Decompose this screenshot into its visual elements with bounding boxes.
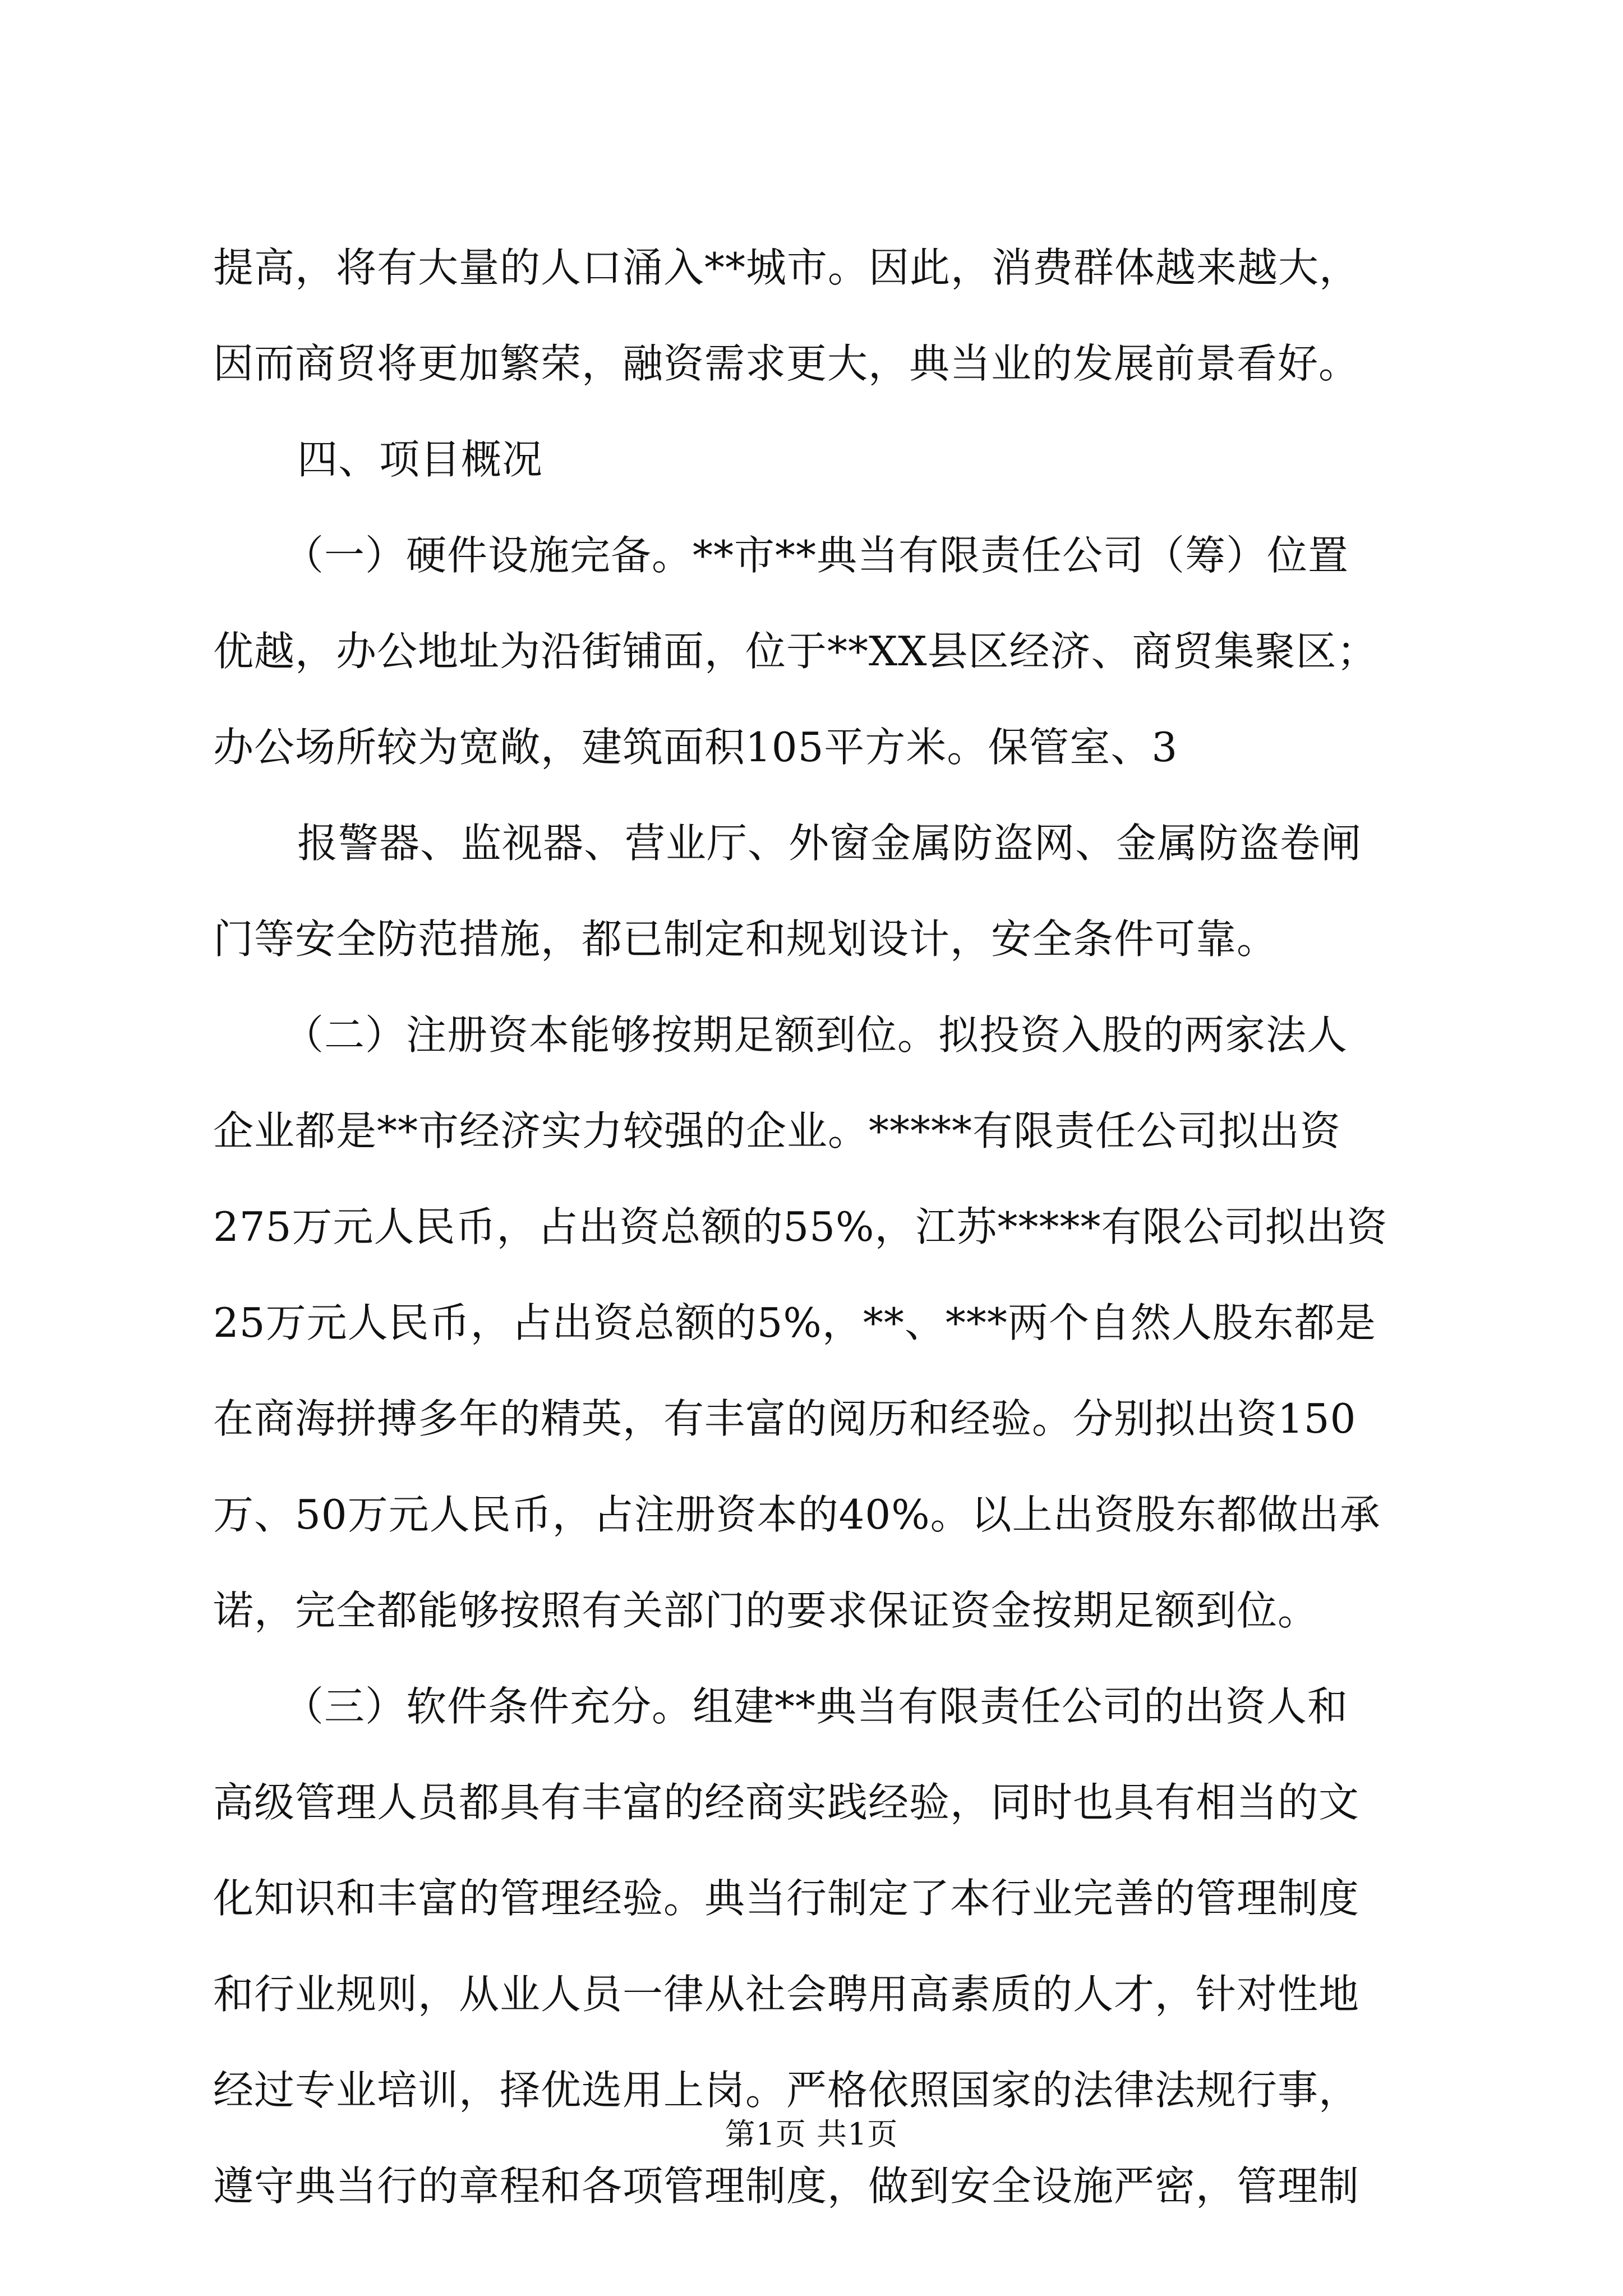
text-line: 25万元人民币，占出资总额的5%，**、***两个自然人股东都是	[213, 1299, 1376, 1346]
text-line: 高级管理人员都具有丰富的经商实践经验，同时也具有相当的文	[213, 1779, 1360, 1826]
text-line: 诺，完全都能够按照有关部门的要求保证资金按期足额到位。	[213, 1587, 1319, 1634]
document-body	[213, 220, 1419, 2234]
text-line: 提高，将有大量的人口涌入**城市。因此，消费群体越来越大，	[213, 244, 1361, 291]
text-line: 在商海拼搏多年的精英，有丰富的阅历和经验。分别拟出资150	[213, 1395, 1357, 1442]
text-line: 企业都是**市经济实力较强的企业。*****有限责任公司拟出资	[213, 1107, 1341, 1154]
text-line: 遵守典当行的章程和各项管理制度，做到安全设施严密，管理制	[213, 2162, 1360, 2210]
text-line: （一）硬件设施完备。**市**典当有限责任公司（筹）位置	[283, 532, 1349, 579]
text-line: 经过专业培训，择优选用上岗。严格依照国家的法律法规行事，	[213, 2067, 1360, 2114]
text-line: 和行业规则，从业人员一律从社会聘用高素质的人才，针对性地	[213, 1971, 1360, 2018]
text-line: 优越，办公地址为沿街铺面，位于**XX县区经济、商贸集聚区；	[213, 628, 1378, 675]
section-heading: 四、项目概况	[297, 436, 543, 483]
text-line: 万、50万元人民币，占注册资本的40%。以上出资股东都做出承	[213, 1491, 1381, 1538]
text-line: （二）注册资本能够按期足额到位。拟投资入股的两家法人	[283, 1011, 1348, 1059]
text-line: 化知识和丰富的管理经验。典当行制定了本行业完善的管理制度	[213, 1875, 1360, 1922]
text-line: 办公场所较为宽敞，建筑面积105平方米。保管室、3	[213, 724, 1178, 771]
text-line: 因而商贸将更加繁荣，融资需求更大，典当业的发展前景看好。	[213, 340, 1360, 387]
text-line: 报警器、监视器、营业厅、外窗金属防盗网、金属防盗卷闸	[297, 820, 1362, 867]
page-number-footer: 第1页 共1页	[725, 2116, 898, 2152]
text-line: 门等安全防范措施，都已制定和规划设计，安全条件可靠。	[213, 915, 1278, 963]
text-line: （三）软件条件充分。组建**典当有限责任公司的出资人和	[283, 1683, 1349, 1730]
text-line: 275万元人民币，占出资总额的55%，江苏*****有限公司拟出资	[213, 1203, 1388, 1250]
